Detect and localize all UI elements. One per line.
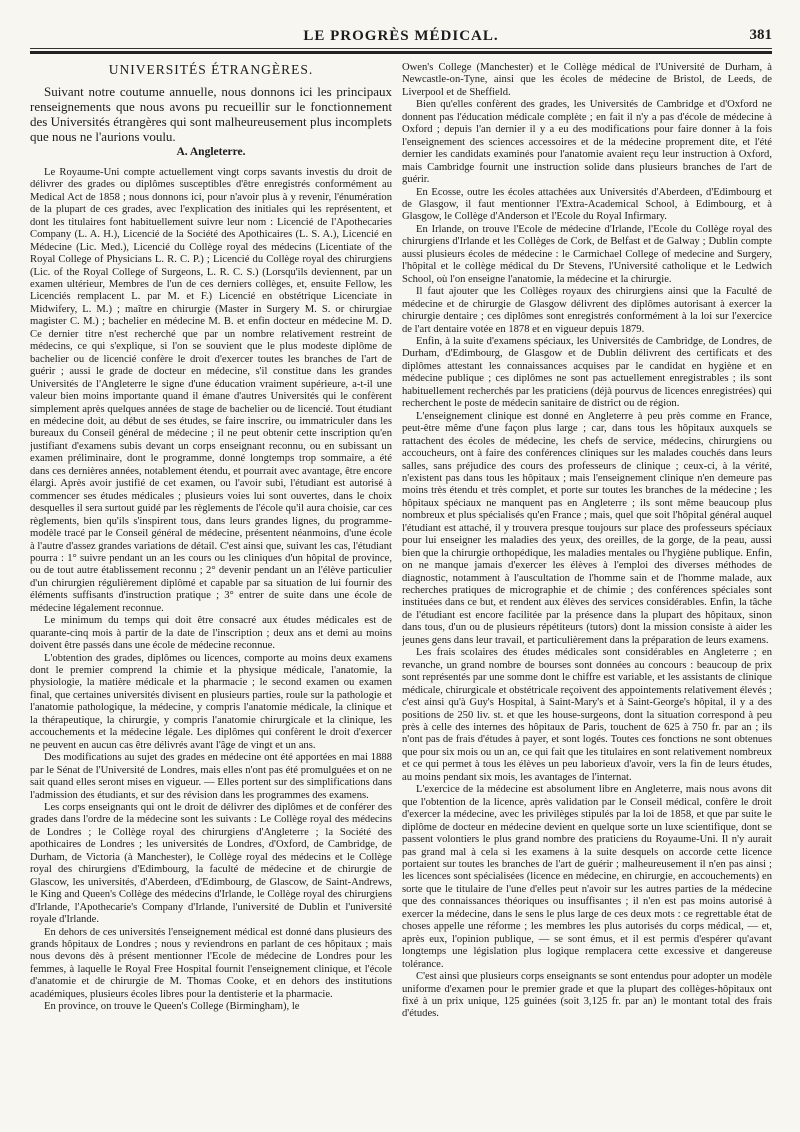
- body-paragraph: L'obtention des grades, diplômes ou licences, comporte au moins deux examens dont le premier comprend la chimie et la physique médicale, l'anatomie, la physiologie, la matière médicale et la pharmacie ; le second examen ou examen final, que certaines universités divisent en plusieurs parties, roule sur la pathologie et l'anatomie pathologique, la médecine, y compris l'anatomie médicale, la clinique et la thérapeutique, la chirurgie, y compris l'anatomie chirurgicale et la clinique, les accouchements et la médecine légale. Les diplômes qui confèrent le droit d'exercer ne peuvent en aucun cas être délivrés avant l'âge de vingt et un ans.: [30, 652, 392, 751]
- body-paragraph: Des modifications au sujet des grades en médecine ont été apportées en mai 1888 par le Sénat de l'Université de Londres, mais elles n'ont pas été promulguées et on ne sait quand elles seront mises en vigueur. — Elles portent sur des simplifications dans l'admission des étudiants, et sur des révision dans les programmes des examens.: [30, 752, 392, 801]
- page-number: 381: [749, 27, 772, 43]
- running-title: LE PROGRÈS MÉDICAL.: [303, 28, 499, 44]
- body-paragraph: C'est ainsi que plusieurs corps enseignants se sont entendus pour adopter un modèle uniforme d'examen pour le premier grade et que la plupart des collèges-hôpitaux ont fixé à un prix unique, 125 guinées (soit 3,125 fr. par an) le montant total des frais d'études.: [402, 971, 772, 1020]
- body-paragraph: Il faut ajouter que les Collèges royaux des chirurgiens ainsi que la Faculté de médecine et de chirurgie de Glasgow délivrent des diplômes autorisant à exercer la chirurgie dentaire ; ces diplômes sont enregistrés conformément à la loi sur l'exercice de l'art dentaire votée en 1878 et en vigueur depuis 1879.: [402, 286, 772, 335]
- header-rule-thick: [30, 51, 772, 54]
- subheading-angleterre: A. Angleterre.: [176, 146, 246, 159]
- body-paragraph: Owen's College (Manchester) et le Collège médical de l'Université de Durham, à Newcastle-on-Tyne, ainsi que les écoles de médecine de Bristol, de Leeds, de Liverpool et de Sheffield.: [402, 62, 772, 98]
- body-paragraph: L'enseignement clinique est donné en Angleterre à peu près comme en France, peut-être même d'une façon plus large ; car, dans tous les hôpitaux auxquels se rattachent des écoles de médecine, les chefs de service, médecins, chirurgiens ou accoucheurs, ont à faire des conférences cliniques sur les malades couchés dans leurs salles, sans préjudice des cours des professeurs de clinique ; ceux-ci, à la vérité, n'existent pas dans tous les hôpitaux ; mais l'enseignement clinique n'en demeure pas moins très étendu et très complet, et porte sur toutes les branches de la médecine ; les hôpitaux spéciaux ne manquent pas en Angleterre ; ils sont même beaucoup plus nombreux et plus spécialisés qu'en France ; mais, quel que soit l'hôpital général auquel l'étudiant est attaché, il y trouvera presque toujours sur place des professeurs spéciaux pour lui enseigner les maladies des yeux, des oreilles, de la gorge, de la peau, aussi bien que la chirurgie orthopédique, les maladies mentales ou l'hygiène publique. Enfin, on ne manque jamais d'exercer les élèves à l'emploi des diverses méthodes de diagnostic, notamment à l'auscultation de l'homme sain et de l'homme malade, aux recherches pratiques de micrographie et de chimie ; des conférences spéciales sont instituées dans ce but, et rendent aux élèves des services considérables. Enfin, la tâche de l'étudiant est encore facilitée par la présence dans la plupart des hôpitaux, sinon dans tous, d'un ou de plusieurs répétiteurs (tutors) dont la mission consiste à aider les jeunes gens dans leur travail, et particulièrement dans la préparation de leurs examens.: [402, 410, 772, 646]
- body-paragraph: Enfin, à la suite d'examens spéciaux, les Universités de Cambridge, de Londres, de Durham, d'Edimbourg, de Glasgow et de Dublin délivrent des certificats et des diplômes attestant les connaissances acquises par le candidat en hygiène et en médecine publique ; ces diplômes ne sont pas actuellement enregistrables ; ils sont habituellement recherchés par les praticiens (déjà pourvus de licences enregistrées) qui recherchent le poste de médecin sanitaire de district ou de région.: [402, 335, 772, 410]
- page-header: [30, 24, 772, 48]
- body-paragraph: En dehors de ces universités l'enseignement médical est donné dans plusieurs des grands hôpitaux de Londres ; nous y reviendrons en parlant de ces hôpitaux ; mais nous devons dès à présent mentionner l'Ecole de médecine de Londres pour les femmes, à laquelle le Royal Free Hospital fournit l'enseignement clinique, et l'école d'anatomie et de chirurgie de M. Thomas Cooke, et en dehors des institutions académiques, plusieurs écoles libres pour la dentisterie et la pharmacie.: [30, 926, 392, 1000]
- intro-paragraph: Suivant notre coutume annuelle, nous donnons ici les principaux renseignements que nous avons pu recueillir sur le fonctionnement des Universités étrangères qui sont malheureusement plus incomplets que nous ne l'aurions voulu.: [30, 84, 392, 145]
- left-column: [30, 62, 392, 1118]
- body-paragraph: L'exercice de la médecine est absolument libre en Angleterre, mais nous avons dit que l'obtention de la licence, après validation par le Conseil médical, confère le droit d'exercer la médecine, avec les privilèges stipulés par la loi de 1858, et que par suite le diplôme de docteur en médecine devient en quelque sorte un luxe scientifique, dont se passent volontiers le plus grand nombre des praticiens du Royaume-Uni. Il n'y aurait pas grand mal à cela si les examens à la suite desquels on accorde cette licence portaient sur toutes les branches de l'art de guérir ; malheureusement il n'en pas ainsi ; les licences sont spécialisées (licence en médecine, en chirurgie, en accouchements) en sorte que le titulaire de l'une d'elles peut n'avoir sur les autres parties de la médecine que des connaissances théoriques ou insuffisantes ; il n'en est pas moins autorisé à exercer la médecine, dans le sens le plus large de ces deux mots : ce regrettable état de choses appelle une réforme ; les membres les plus autorisés du corps médical, — et, après eux, l'opinion publique, — se sont émus, et il est permis d'espérer qu'avant longtemps une législation plus logique remplacera cette excessive et dangereuse tolérance.: [402, 784, 772, 970]
- body-paragraph: En Irlande, on trouve l'Ecole de médecine d'Irlande, l'Ecole du Collège royal des chirurgiens d'Irlande et les Collèges de Cork, de Belfast et de Galway ; Dublin compte aussi plusieurs écoles de médecine : le Carmichael College of medecine and Surgery, l'hôpital et le collège médical du Dr Stevens, l'Université catholique et le Ledwich School, où l'on enseigne l'anatomie, la médecine et la chirurgie.: [402, 223, 772, 285]
- section-title: UNIVERSITÉS ÉTRANGÈRES.: [108, 62, 314, 77]
- body-paragraph: Bien qu'elles confèrent des grades, les Universités de Cambridge et d'Oxford ne donnent pas l'éducation médicale complète ; en fait il n'y a pas d'école de médecine à Oxford ; depuis l'an dernier il y a eu des modifications pour faire donner à la fois l'enseignement des sciences accessoires et de la médecine proprement dite, et l'été dernier les candidats examinés pour l'anatomie avaient reçu leur instruction à Oxford, mais Cambridge fournit une instruction solide dans plusieurs branches de l'art de guérir.: [402, 99, 772, 186]
- body-paragraph: Le Royaume-Uni compte actuellement vingt corps savants investis du droit de délivrer des grades ou diplômes susceptibles d'être enregistrés conformément au Medical Act de 1858 ; nous donnons ici, pour n'avoir plus à y revenir, l'énumération de la plupart de ces grades, avec l'explication des initiales qui les représentent, et dont les titulaires font habituellement suivre leur nom : Licencié de l'Apothecaries Company (L. A. H.), Licencié de la Société des Apothicaires (L. S. A.), Licencié en Médecine (Lic. Med.), Licencié du Collège royal des médecins (Licentiate of the Royal College of Physicians L. R. C. P.) ; Licencié du Collège royal des chirurgiens (Lic. of the Royal College of Surgeons, L. R. C. S.) (Lorsqu'ils deviennent, par un examen ultérieur, Membres de l'un de ces derniers collèges, et, ensuite Fellow, les Licenciés remplacent L. par M. et F.) Licencié en obstétrique Licenciate in Midwifery, L. M.) ; maître en chirurgie (Master in Surgery M. S. or chirurgiae magister C. M.) ; bachelier en médecine M. B. et enfin docteur en médecine M. D. Ce dernier titre n'est recherché que par un nombre relativement restreint de médecins, ce qui s'explique, si l'on se souvient que le plus modeste diplôme de bachelier ou de licencié confère le droit d'exercer toutes les branches de l'art de guérir ; aussi le grade de docteur en médecine, s'il constitue dans les grandes Universités de l'Angleterre le signe d'une éducation vraiment supérieure, a-t-il une valeur bien moins importante quand il émane d'autres Universités qui le confèrent simplement après quelques années de stage de bachelier ou de licencié. Tout étudiant en médecine doit, au début de ses études, se faire inscrire, ou immatriculer dans les bureaux du Conseil général de médecine ; il ne peut obtenir cette inscription qu'en justifiant d'examens subis devant un corps enseignant reconnu, ou en subissant un examen préliminaire, dont le programme, donné longtemps trop sommaire, a été dans ces dernières années, notablement étendu, et pourrait avec avantage, être encore élargi. Après avoir justifié de cet examen, ou l'avoir subi, l'étudiant est autorisé à commencer ses études médicales ; plusieurs voies lui sont ouvertes, dans le choix desquelles il sera surtout guidé par les règlements de l'école qu'il aura choisie, car ces règlements, bien qu'ils s'inspirent tous, dans leurs grandes lignes, du programme-modèle tracé par le Conseil général de médecine, présentent néanmoins, d'une école à l'autre d'assez grandes variations de détail. C'est ainsi que, suivant les cas, l'étudiant pourra : 1° suivre pendant un an les cours ou les cliniques d'un hôpital de province, ou de tout autre établissement reconnu ; 2° devenir pendant un an l'élève particulier d'un chirurgien régulièrement diplômé et capable par sa situation de lui fournir des éléments suffisants d'instruction pratique ; 3° entrer de suite dans une école de médecine légalement reconnue.: [30, 166, 392, 614]
- body-paragraph: En province, on trouve le Queen's College (Birmingham), le: [44, 1001, 300, 1013]
- body-paragraph: En Ecosse, outre les écoles attachées aux Universités d'Aberdeen, d'Edimbourg et de Glasgow, il faut mentionner l'Extra-Academical School, à Edimbourg, et à Glasgow, le Collège d'Anderson et l'Ecole du Royal Infirmary.: [402, 186, 772, 223]
- body-paragraph: Les corps enseignants qui ont le droit de délivrer des diplômes et de conférer des grades dans l'ordre de la médecine sont les suivants : Le Collège royal des médecins de Londres ; le Collège royal des chirurgiens d'Angleterre ; la Société des apothicaires de Londres ; les universités de Londres, d'Oxford, de Cambridge, de Durham, de Victoria (à Manchester), le Collège royal des médecins et le Collège royal des chirurgiens d'Edimbourg, la faculté de médecine et de chirurgie de Glascow, les universités, d'Aberdeen, d'Edimbourg, de Glascow, de Saint-Andrews, le King and Queen's Collège des médecins d'Irlande, le Collège royal des chirurgiens d'Irlande, l'Apothecarie's Company d'Irlande, l'université de Dublin et l'université royale d'Irlande.: [30, 802, 392, 926]
- body-paragraph: Le minimum du temps qui doit être consacré aux études médicales est de quarante-cinq mois à partir de la date de l'inscription ; deux ans et demi au moins doivent être passés dans une école de médecine reconnue.: [30, 615, 392, 652]
- body-paragraph: Les frais scolaires des études médicales sont considérables en Angleterre ; en revanche, un grand nombre de bourses sont données au concours : beaucoup de prix sont représentés par une somme dont le chiffre est variable, et les assistants de clinique médicale, chirurgicale et obstétricale reçoivent des appointements relativement élevés ; c'est ainsi qu'à Guy's Hospital, à Saint-Mary's et à Saint-George's hôpital, il y a des positions de 250 liv. st. et que les house-surgeons, dont la situation correspond à peu près à celle des internes des hôpitaux de Paris, touchent de 625 à 750 fr. par an ; ils n'ont pas de frais d'études à payer, et sont logés. Toutes ces fonctions ne sont obtenues que pour six mois ou un an, ce qui fait que les titulaires en sont relativement nombreux et ce qui permet à tous les élèves un peu laborieux d'avoir, vers la fin de leurs études, au moins pendant six mois, les avantages de l'internat.: [402, 647, 772, 783]
- header-rule-thin: [30, 48, 772, 49]
- right-column: [402, 62, 772, 1118]
